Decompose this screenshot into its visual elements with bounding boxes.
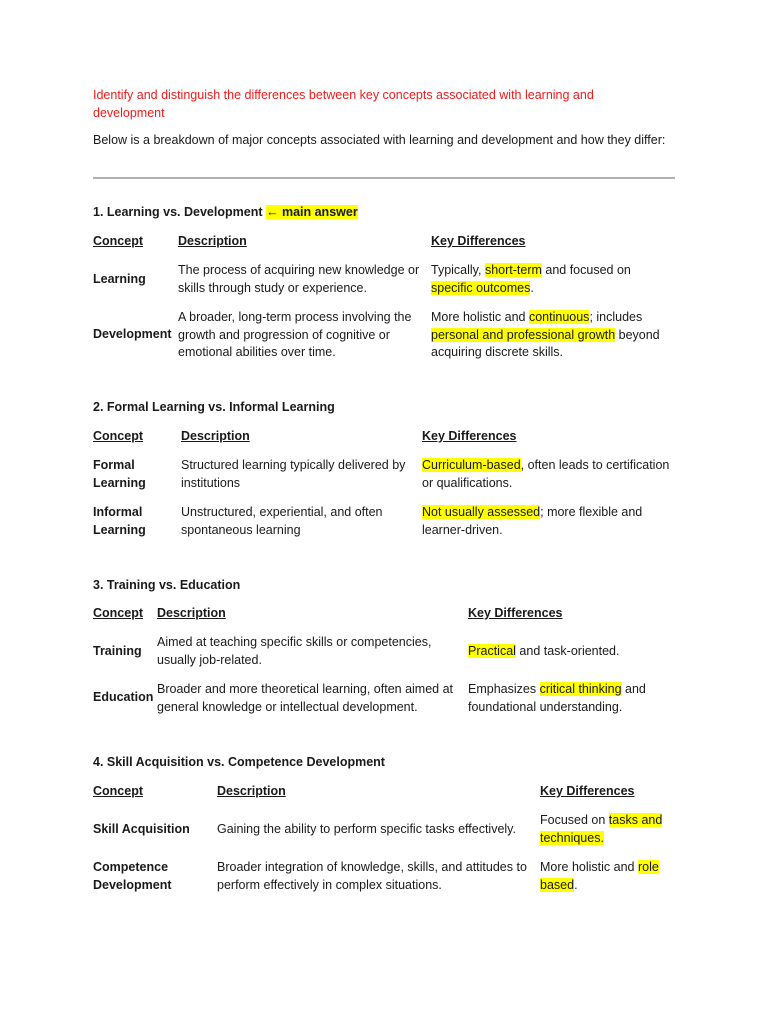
main-answer-note: ← main answer [265, 205, 358, 219]
concept-cell: Formal Learning [93, 458, 146, 490]
text-run: More holistic and [431, 310, 529, 324]
highlighted-text: Practical [468, 644, 516, 658]
description-cell: Aimed at teaching specific skills or competencies, usually job-related. [157, 635, 432, 667]
description-cell: Broader and more theoretical learning, often aimed at general knowledge or intellectual development. [157, 682, 454, 714]
key-difference-cell [468, 643, 675, 661]
text-run: and focused on [541, 263, 631, 277]
description-cell: Broader integration of knowledge, skills, and attitudes to perform effectively in complex situations. [217, 860, 527, 892]
highlighted-text: tasks and techniques. [540, 813, 663, 845]
section-title: 3. Training vs. Education [93, 578, 241, 592]
concept-cell: Competence Development [93, 860, 172, 892]
section-title: 4. Skill Acquisition vs. Competence Development [93, 755, 385, 769]
description-cell: Unstructured, experiential, and often spontaneous learning [181, 505, 383, 537]
text-run: and task-oriented. [515, 644, 620, 658]
text-run: . [574, 877, 578, 892]
text-run: Typically, [431, 263, 485, 277]
header-key-differences: Key Differences [468, 606, 563, 620]
concept-cell: Learning [93, 272, 146, 286]
key-difference-cell [431, 309, 675, 362]
text-run: ; includes [589, 310, 643, 324]
highlighted-text: Curriculum-based [422, 458, 521, 472]
text-run: Focused on [540, 813, 609, 827]
highlighted-text: specific outcomes [431, 280, 531, 295]
key-difference-cell [540, 859, 675, 894]
description-cell: The process of acquiring new knowledge or skills through study or experience. [178, 263, 420, 295]
highlighted-text: Not usually assessed [422, 505, 541, 519]
header-key-differences: Key Differences [431, 234, 526, 248]
concept-cell: Development [93, 327, 172, 341]
highlighted-text: role based [540, 860, 659, 892]
section-title: 1. Learning vs. Development ← main answer [93, 205, 358, 219]
key-difference-cell [540, 812, 675, 847]
concept-cell: Informal Learning [93, 505, 146, 537]
highlighted-text: continuous [528, 310, 590, 324]
header-description: Description [181, 429, 250, 443]
highlighted-text: short-term [484, 263, 542, 277]
key-difference-cell [422, 504, 675, 539]
text-run: Emphasizes [468, 682, 540, 696]
description-cell: Gaining the ability to perform specific tasks effectively. [217, 822, 516, 836]
header-concept: Concept [93, 429, 143, 443]
intro-paragraph: Below is a breakdown of major concepts associated with learning and development and how they differ: [93, 133, 666, 147]
key-difference-cell [468, 681, 675, 716]
header-concept: Concept [93, 784, 143, 798]
header-key-differences: Key Differences [422, 429, 517, 443]
description-cell: A broader, long-term process involving the growth and progression of cognitive or emotional abilities over time. [178, 310, 412, 359]
highlighted-text: personal and professional growth [431, 327, 616, 342]
concept-cell: Skill Acquisition [93, 822, 190, 836]
text-run: beyond acquiring discrete skills. [431, 327, 660, 359]
text-run: More holistic and [540, 860, 638, 874]
key-difference-cell [422, 457, 675, 492]
divider [93, 177, 675, 179]
section-title: 2. Formal Learning vs. Informal Learning [93, 400, 335, 414]
highlighted-text: critical thinking [539, 682, 622, 696]
header-description: Description [217, 784, 286, 798]
header-description: Description [157, 606, 226, 620]
key-difference-cell [431, 262, 675, 297]
document-heading: Identify and distinguish the differences between key concepts associated with learning and development [93, 88, 594, 120]
concept-cell: Training [93, 644, 142, 658]
header-key-differences: Key Differences [540, 784, 635, 798]
concept-cell: Education [93, 690, 154, 704]
text-run: ; more flexible and learner-driven. [422, 505, 643, 537]
text-run: . [530, 280, 534, 295]
description-cell: Structured learning typically delivered by institutions [181, 458, 406, 490]
header-concept: Concept [93, 234, 143, 248]
text-run: and foundational understanding. [468, 682, 646, 714]
text-run: , often leads to certification or qualifications. [422, 458, 670, 490]
header-concept: Concept [93, 606, 143, 620]
header-description: Description [178, 234, 247, 248]
